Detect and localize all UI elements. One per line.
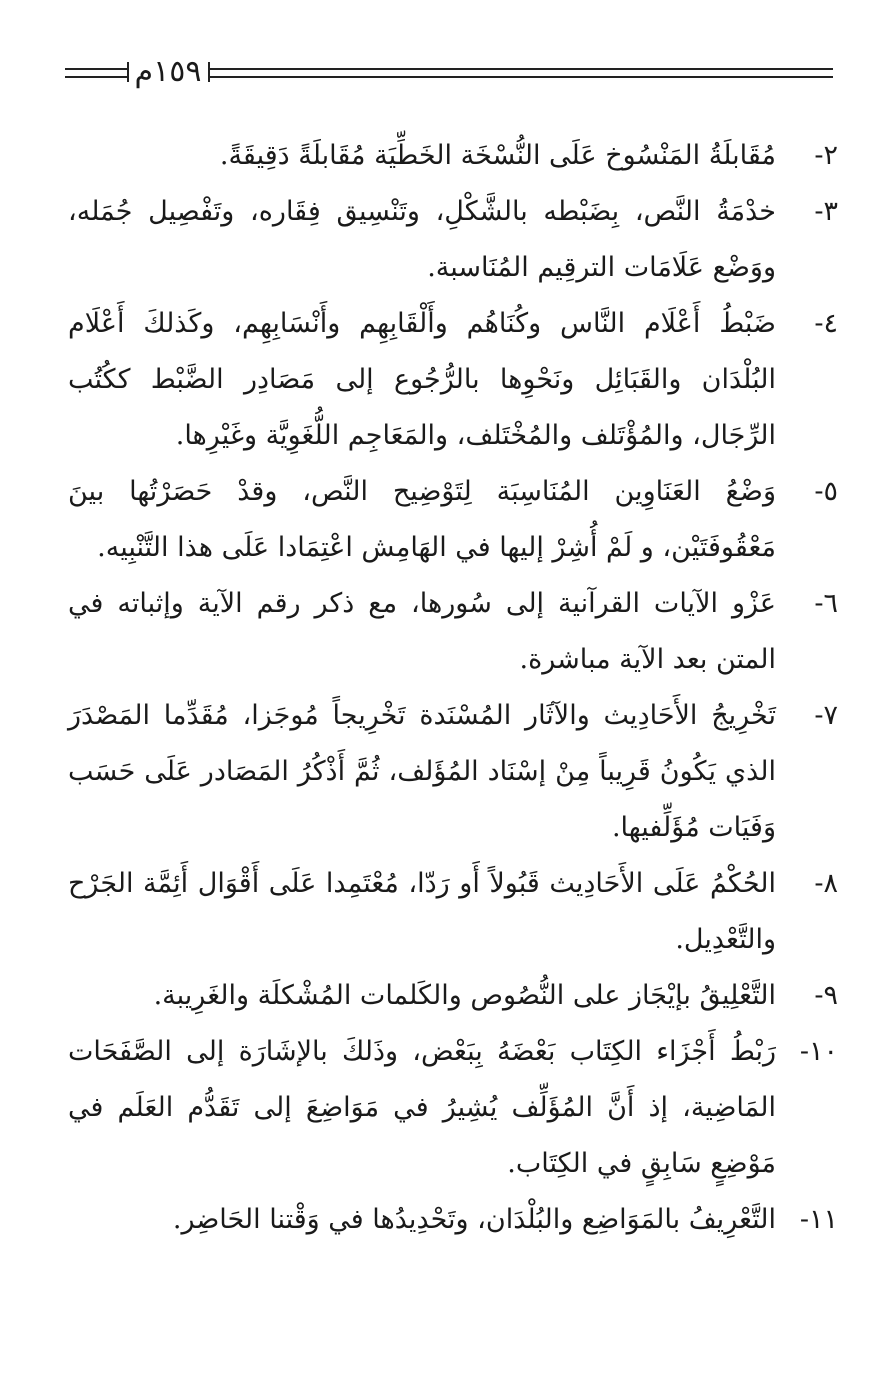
header-rule-cap (127, 62, 129, 82)
header-rule-left (65, 68, 127, 78)
list-item (68, 576, 838, 688)
item-text: وَضْعُ العَنَاوِين المُنَاسِبَة لِتَوْضِيح النَّص، وقدْ حَصَرْتُها بينَ مَعْقُوفَتَيْن، و لَمْ أُشِرْ إليها في الهَامِش اعْتِمَادا عَلَى هذا التَّنْبِيه. (68, 476, 776, 563)
item-number: ٦- (814, 588, 838, 619)
list-item (68, 968, 838, 1024)
item-text: مُقَابلَةُ المَنْسُوخ عَلَى النُّسْخَة الخَطِّيَة مُقَابلَةً دَقِيقَةً. (219, 140, 776, 171)
list-item (68, 296, 838, 464)
item-number: ٤- (814, 308, 838, 339)
list-item (68, 184, 838, 296)
item-number: ١٠- (799, 1036, 838, 1067)
item-number: ٩- (814, 980, 838, 1011)
numbered-list (68, 128, 838, 1248)
item-text: خدْمَةُ النَّص، بِضَبْطه بالشَّكْلِ، وتَنْسِيق فِقَاره، وتَفْصِيل جُمَله، ووَضْع عَلَامَات الترقِيم المُنَاسبة. (68, 196, 776, 283)
item-number: ٣- (814, 196, 838, 227)
list-item (68, 1192, 838, 1248)
item-number: ٨- (814, 868, 838, 899)
item-number: ١١- (799, 1204, 838, 1235)
list-item (68, 128, 838, 184)
item-text: ضَبْطُ أَعْلَام النَّاس وكُنَاهُم وأَلْقَابِهِم وأَنْسَابِهِم، وكَذلكَ أَعْلَام البُلْدَان والقَبَائِل ونَحْوِها بالرُّجُوع إلى مَصَادِر الضَّبْط ككُتُب الرِّجَال، والمُؤْتَلف والمُخْتَلف، والمَعَاجِم اللُّغَوِيَّة وغَيْرِها. (68, 308, 776, 451)
item-text: التَّعْلِيقُ بإيْجَاز على النُّصُوص والكَلمات المُشْكلَة والغَرِيبة. (153, 980, 776, 1011)
list-item (68, 1024, 838, 1192)
item-text: عَزْو الآيات القرآنية إلى سُورها، مع ذكر رقم الآية وإثباته في المتن بعد الآية مباشرة. (68, 588, 776, 675)
item-text: رَبْطُ أَجْزَاء الكِتَاب بَعْضَهُ بِبَعْض، وذَلكَ بالإشَارَة إلى الصَّفَحَات المَاضِية، إذ أَنَّ المُؤَلِّف يُشِيرُ في مَوَاضِعَ إلى تَقَدُّم العَلَم في مَوْضِعٍ سَابِقٍ في الكِتَاب. (68, 1036, 776, 1179)
item-text: الحُكْمُ عَلَى الأَحَادِيث قَبُولاً أَو رَدّا، مُعْتَمِدا عَلَى أَقْوَال أَئِمَّة الجَرْح والتَّعْدِيل. (68, 868, 776, 955)
item-text: التَّعْرِيفُ بالمَوَاضِع والبُلْدَان، وتَحْدِيدُها في وَقْتنا الحَاضِر. (172, 1204, 776, 1235)
list-item (68, 856, 838, 968)
page-header (65, 54, 833, 92)
list-item (68, 688, 838, 856)
page-number: ١٥٩م (134, 54, 202, 89)
list-item (68, 464, 838, 576)
item-number: ٧- (814, 700, 838, 731)
item-number: ٢- (814, 140, 838, 171)
item-number: ٥- (814, 476, 838, 507)
header-rule-right (210, 68, 833, 78)
item-text: تَخْرِيجُ الأَحَادِيث والآثَار المُسْنَدة تَخْرِيجاً مُوجَزا، مُقَدِّما المَصْدَرَ الذي يَكُونُ قَرِيباً مِنْ إسْنَاد المُؤَلف، ثُمَّ أَذْكُرُ المَصَادر عَلَى حَسَب وَفَيَات مُؤَلِّفيها. (68, 700, 776, 843)
